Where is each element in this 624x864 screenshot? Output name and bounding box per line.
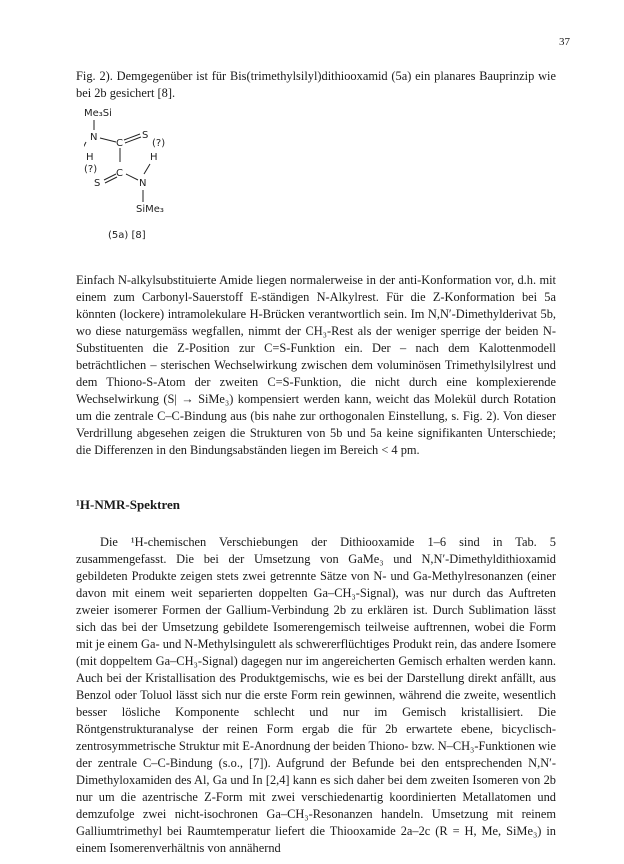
atom-s-bottom: S <box>94 178 101 189</box>
body-paragraph-2: Die ¹H-chemischen Verschiebungen der Dithiooxamide 1–6 sind in Tab. 5 zusammengefasst. Die bei der Umsetzung von GaMe₃ und N,N′-Dimethyldithioxamid gebildeten Produkte zeigen stets zwei getrennte Sätze von N- und Ga-Methylresonanzen (einer davon mit einem weit separierten doppelten Ga–CH₃-Signal), was nur durch das Auftreten zweier isomerer Formen der Gallium-Verbindung 2b zu erklären ist. Durch Sublimation lässt sich das bei der Umsetzung gebildete Isomerengemisch teilweise auftrennen, wobei die Form mit je einem Ga- und N-Methylsingulett als schwererflüchtiges Produkt rein, das andere Isomere (mit doppeltem Ga–CH₃-Signal) dagegen nur im angereicherten Gemisch erhalten werden kann. Auch bei der Kristallisation des Produktgemischs, wie es bei der Darstellung direkt anfällt, aus Benzol oder Toluol lässt sich nur die erste Form rein gewinnen, während die zweite, wesentlich besser lösliche Komponente schlecht und nur im Gemisch kristallisiert. Die Röntgenstrukturanalyse der reinen Form ergab die für 2b erwartete ebene, bicyclisch-zentrosymmetrische Struktur mit E-Anordnung der beiden Thiono- bzw. N–CH₃-Funktionen wie der zentrale C–C-Bindung (s.o., [7]). Aufgrund der Befunde bei den entsprechenden N,N′-Dimethyloxamiden des Al, Ga und In [2,4] kann es sich daher bei dem zweiten Isomeren von 2b nur um die azentrische Z-Form mit zwei verschiedenartig koordinierten Metallatomen und demzufolge zwei nicht-isochronen Ga–CH₃-Resonanzen handeln. Umsetzung mit reinem Galliumtrimethyl bei Raumtemperatur liefert die Thiooxamide 2a–2c (R = H, Me, SiMe₃) in einem Isomerenverhältnis von annähernd <box>76 535 556 855</box>
uncertain-mark-top: (?) <box>152 138 166 149</box>
bottom-silyl-group: SiMe₃ <box>136 204 164 215</box>
atom-c-top: C <box>116 138 123 149</box>
top-silyl-group: Me₃Si <box>84 108 112 119</box>
section-heading: ¹H-NMR-Spektren <box>76 497 181 512</box>
page-number: 37 <box>559 36 570 48</box>
atom-n-bottom: N <box>139 178 147 189</box>
atom-c-bottom: C <box>116 168 123 179</box>
intro-paragraph: Fig. 2). Demgegenüber ist für Bis(trimethylsilyl)dithiooxamid (5a) ein planares Bauprinzip wie bei 2b gesichert [8]. <box>76 69 556 100</box>
atom-h-right: H <box>150 152 158 163</box>
uncertain-mark-bottom: (?) <box>84 164 98 175</box>
atom-n-top: N <box>90 132 98 143</box>
atom-h-left: H <box>86 152 94 163</box>
atom-s-top: S <box>142 130 149 141</box>
chemical-structure-5a <box>84 106 244 256</box>
structure-caption: (5a) [8] <box>108 230 146 241</box>
body-paragraph-1: Einfach N-alkylsubstituierte Amide liegen normalerweise in der anti-Konformation vor, d.h. mit einem zum Carbonyl-Sauerstoff E-ständigen N-Alkylrest. Für die Z-Konformation bei 5a könnten (lockere) intramolekulare H-Brücken verantwortlich sein. Im N,N′-Dimethylderivat 5b, wo diese naturgemäss wegfallen, nimmt der CH₃-Rest als der weniger sperrige der beiden N-Substituenten die Z-Position zur C=S-Funktion ein. Der – nach dem Kalottenmodell beträchtlichen – sterischen Wechselwirkung zwischen dem voluminösen Trimethylsilylrest und dem Thiono-S-Atom der zweiten C=S-Funktion, die nicht durch eine komplexierende Wechselwirkung (S| → SiMe₃) kompensiert werden kann, weicht das Molekül durch Rotation um die zentrale C–C-Bindung aus (bis nahe zur orthogonalen Einstellung, s. Fig. 2). Von dieser Verdrillung abgesehen zeigen die Strukturen von 5b und 5a keine signifikanten Unterschiede; die Differenzen in den Bindungsabständen liegen im Bereich < 4 pm. <box>76 273 556 457</box>
